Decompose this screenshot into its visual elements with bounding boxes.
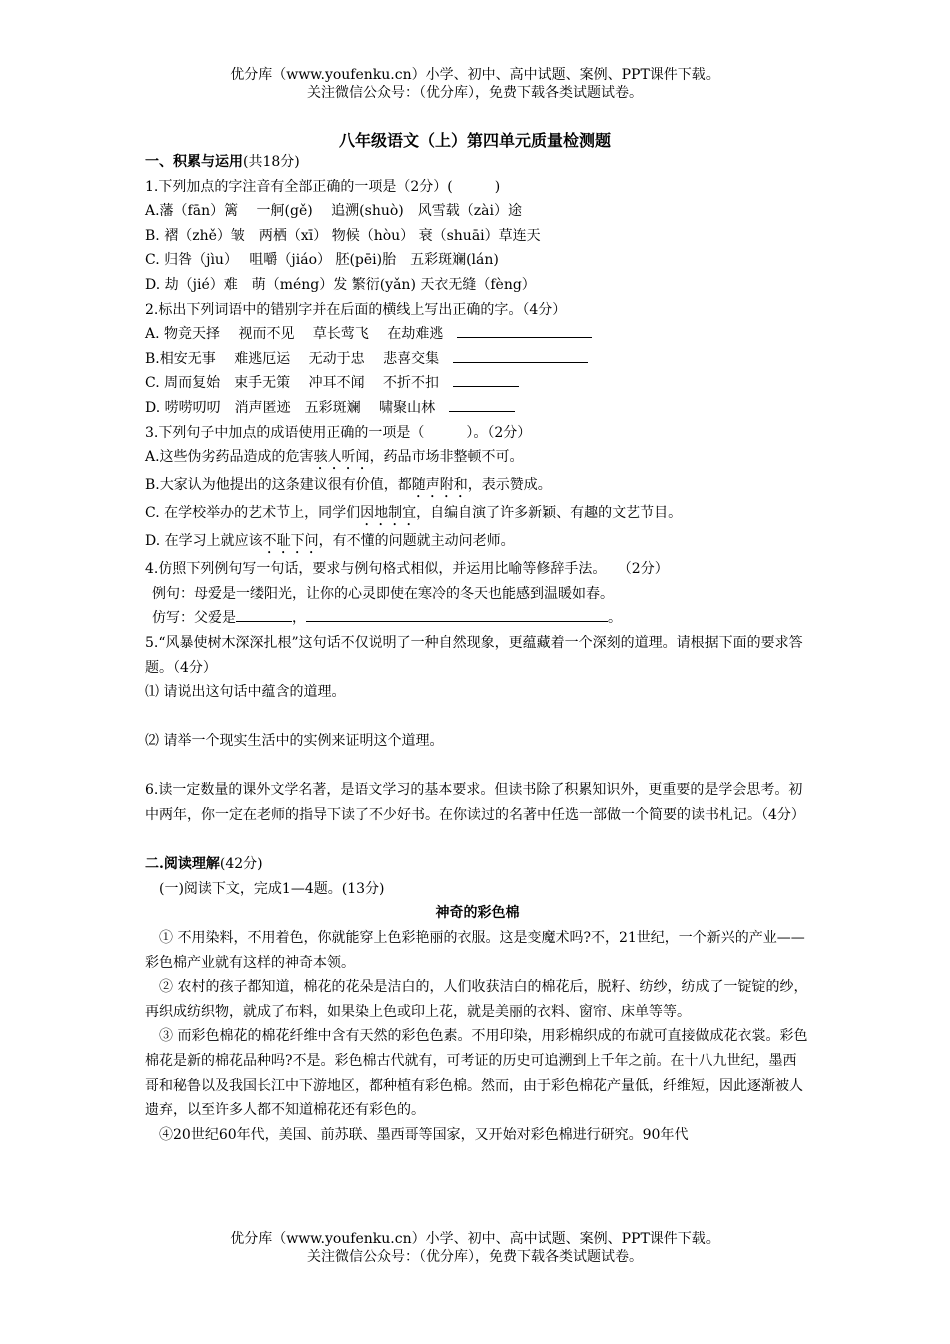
article-paragraph-1: ① 不用染料，不用着色，你就能穿上色彩艳丽的衣服。这是变魔术吗?不，21世纪，一个新兴的产业——彩色棉产业就有这样的神奇本领。 [145, 930, 805, 971]
q4-imitate: 仿写：父爱是 ， 。 [145, 606, 810, 631]
page-header [0, 66, 950, 102]
article-title: 神奇的彩色棉 [435, 905, 520, 922]
dotted-idiom: 随声附和 [411, 477, 468, 494]
footer-line-1: 优分库（www.youfenku.cn）小学、初中、高中试题、案例、PPT课件下载。 [230, 1231, 720, 1247]
answer-blank[interactable] [236, 607, 292, 622]
article-paragraph-3: ③ 而彩色棉花的棉花纤维中含有天然的彩色色素。不用印染，用彩棉织成的布就可直接做成花衣裳。彩色棉花是新的棉花品种吗?不是。彩色棉古代就有，可考证的历史可追溯到上千年之前。在十八九世纪，墨西哥和秘鲁以及我国长江中下游地区，都种植有彩色棉。然而，由于彩色棉花产量低，纤维短，因此逐渐被人遗弃，以至许多人都不知道棉花还有彩色的。 [145, 1028, 808, 1119]
q5-sub-2: ⑵ 请举一个现实生活中的实例来证明这个道理。 [145, 733, 444, 750]
q5-stem: 5.“风暴使树木深深扎根”这句话不仅说明了一种自然现象，更蕴藏着一个深刻的道理。请根据下面的要求答题。（4分） [145, 634, 803, 676]
q2-stem: 2.标出下列词语中的错别字并在后面的横线上写出正确的字。（4分） [145, 301, 567, 318]
q4-stem: 4.仿照下列例句写一句话，要求与例句格式相似，并运用比喻等修辞手法。 （2分） [145, 561, 669, 578]
answer-space[interactable] [145, 705, 810, 730]
answer-blank[interactable] [449, 397, 515, 412]
q1-option-a: A.藩（fān）篱 一舸(gě) 追溯(shuò) 风雪载（zài）途 [145, 203, 522, 220]
document-title: 八年级语文（上）第四单元质量检测题 [338, 131, 611, 150]
answer-space[interactable] [145, 828, 810, 853]
q1-stem: 1.下列加点的字注音有全部正确的一项是（2分）( ) [145, 178, 501, 195]
q4-example: 例句：母爱是一缕阳光，让你的心灵即使在寒冷的冬天也能感到温暖如春。 [152, 585, 614, 602]
article-paragraph-4: ④20世纪60年代，美国、前苏联、墨西哥等国家，又开始对彩色棉进行研究。90年代 [159, 1126, 689, 1143]
q1-option-b: B. 褶（zhě）皱 两栖（xī） 物候（hòu） 衰（shuāi）草连天 [145, 227, 541, 244]
section-1-heading: 一、积累与运用(共18分) [145, 154, 300, 170]
reading-part-1: (一)阅读下文，完成1—4题。(13分) [159, 880, 385, 897]
dotted-idiom: 因地制宜 [360, 505, 417, 522]
q5-sub-1: ⑴ 请说出这句话中蕴含的道理。 [145, 684, 346, 701]
q3-option-c: C. 在学校举办的艺术节上，同学们因地制宜，自编自演了许多新颖、有趣的文艺节目。 [145, 505, 683, 522]
document-body [145, 150, 810, 1147]
q2-option-c: C. 周而复始 束手无策 冲耳不闻 不折不扣 [145, 371, 810, 396]
answer-blank[interactable] [457, 323, 592, 338]
q2-option-a: A. 物竞天择 视而不见 草长莺飞 在劫难逃 [145, 322, 810, 347]
page-footer [0, 1230, 950, 1266]
q1-option-d: D. 劫（jié）难 萌（méng）发 繁衍(yǎn) 天衣无缝（fèng） [145, 276, 536, 293]
answer-blank[interactable] [453, 348, 588, 363]
answer-space[interactable] [145, 754, 810, 779]
q3-option-d: D. 在学习上就应该不耻下问，有不懂的问题就主动问老师。 [145, 533, 515, 550]
section-2-heading: 二.阅读理解(42分) [145, 856, 263, 873]
article-paragraph-2: ② 农村的孩子都知道，棉花的花朵是洁白的，人们收获洁白的棉花后，脱籽、纺纱，纺成了一锭锭的纱，再织成纺织物，就成了布料，如果染上色或印上花，就是美丽的衣料、窗帘、床单等等。 [145, 979, 808, 1020]
answer-blank[interactable] [453, 372, 519, 387]
q3-option-b: B.大家认为他提出的这条建议很有价值，都随声附和，表示赞成。 [145, 477, 552, 494]
q2-option-b: B.相安无事 难逃厄运 无动于忠 悲喜交集 [145, 347, 810, 372]
dotted-idiom: 不耻下问 [262, 533, 319, 550]
q2-option-d: D. 唠唠叨叨 消声匿迹 五彩斑斓 啸聚山林 [145, 396, 810, 421]
answer-blank[interactable] [306, 607, 608, 622]
q3-option-a: A.这些伪劣药品造成的危害骇人听闻，药品市场非整顿不可。 [145, 449, 524, 466]
q3-stem: 3.下列句子中加点的成语使用正确的一项是（ ）。（2分） [145, 424, 532, 441]
header-line-1: 优分库（www.youfenku.cn）小学、初中、高中试题、案例、PPT课件下载。 [230, 67, 720, 83]
footer-line-2: 关注微信公众号：（优分库），免费下载各类试题试卷。 [307, 1249, 643, 1265]
q1-option-c: C. 归咎（jìu） 咀嚼（jiáo） 胚(pēi)胎 五彩斑斓(lán) [145, 252, 499, 269]
header-line-2: 关注微信公众号：（优分库），免费下载各类试题试卷。 [307, 85, 643, 101]
dotted-idiom: 骇人听闻 [313, 449, 370, 466]
q6-stem: 6.读一定数量的课外文学名著，是语文学习的基本要求。但读书除了积累知识外，更重要的是学会思考。初中两年，你一定在老师的指导下读了不少好书。在你读过的名著中任选一部做一个简要的读书札记。（4分） [145, 782, 805, 824]
